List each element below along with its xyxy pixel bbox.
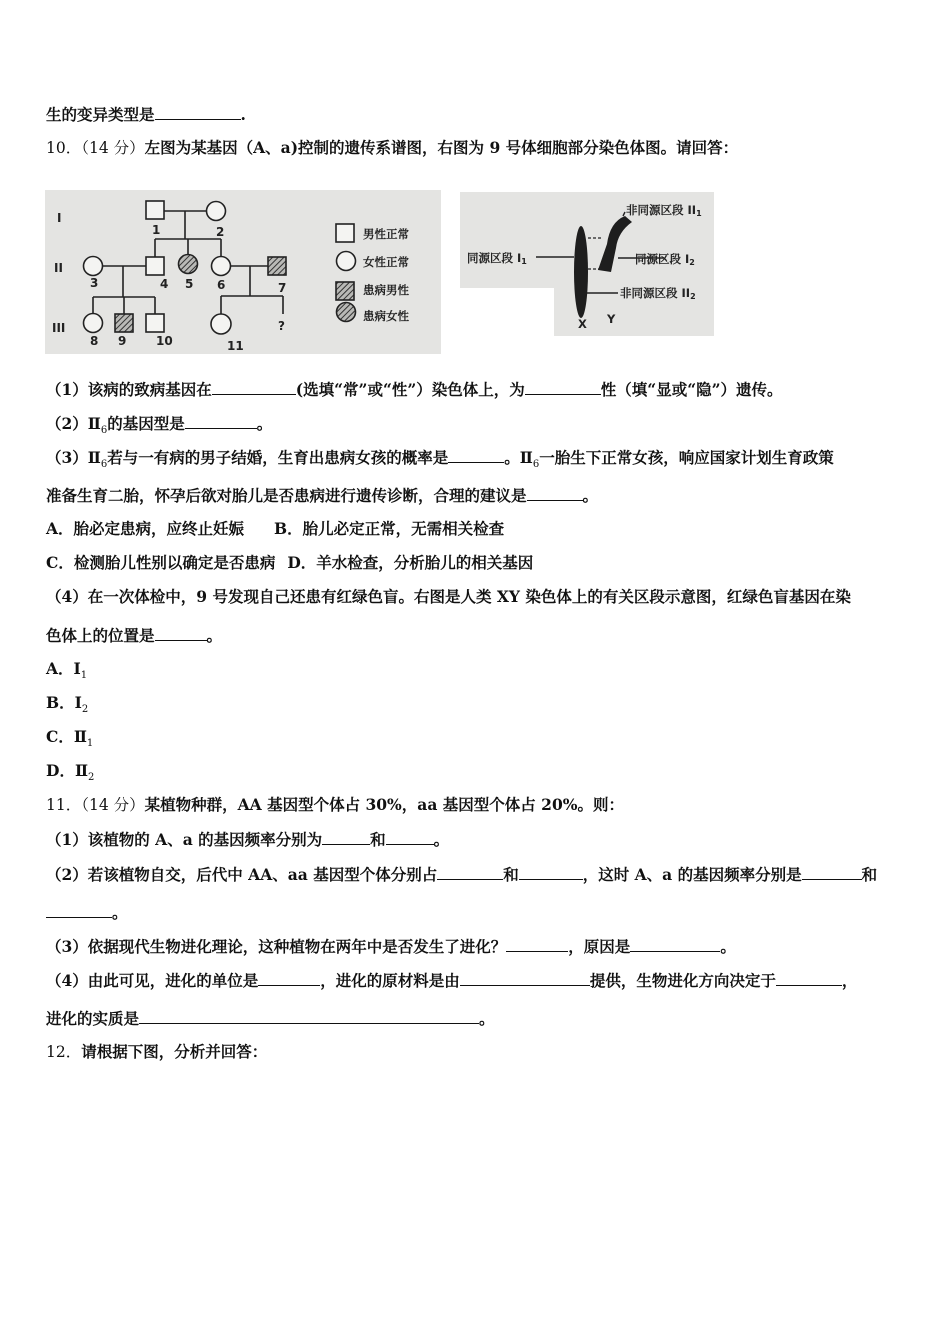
q10-part-4-line-1: （4）在一次体检中，9 号发现自己还患有红绿色盲。右图是人类 XY 染色体上的有关区段示意图，红绿色盲基因在染 bbox=[46, 587, 851, 606]
question-number: 10． bbox=[46, 139, 82, 157]
option-a[interactable]: A．胎必定患病，应终止妊娠 bbox=[46, 519, 245, 538]
person-10-normal-male bbox=[146, 314, 164, 332]
person-7-affected-male bbox=[268, 257, 286, 275]
option-b[interactable]: B．胎儿必定正常，无需相关检查 bbox=[274, 519, 505, 538]
answer-blank[interactable] bbox=[448, 447, 504, 463]
legend-affected-male-icon bbox=[336, 282, 354, 300]
q11-part-4-line-1: （4）由此可见，进化的单位是 ，进化的原材料是由 提供，生物进化方向决定于 ， bbox=[46, 971, 858, 990]
answer-blank[interactable] bbox=[155, 104, 241, 120]
legend-label: 男性正常 bbox=[363, 227, 409, 241]
pedigree-chart bbox=[45, 190, 441, 354]
legend-normal-female-icon bbox=[337, 252, 356, 271]
xy-chromosome-figure bbox=[460, 192, 714, 336]
legend-affected-female-icon bbox=[337, 303, 356, 322]
answer-blank[interactable] bbox=[506, 936, 568, 952]
generation-label: II bbox=[54, 261, 63, 275]
question-number: 11． bbox=[46, 796, 82, 814]
choice-c[interactable]: C．$Ⅱ_1$ bbox=[46, 727, 94, 750]
non-homologous-segment-label: 非同源区段 II2 bbox=[620, 286, 696, 301]
answer-blank[interactable] bbox=[802, 864, 862, 880]
person-8-normal-female bbox=[84, 314, 103, 333]
person-5-affected-female bbox=[179, 255, 198, 274]
answer-blank[interactable] bbox=[322, 829, 370, 845]
q10-options-cd bbox=[46, 553, 906, 573]
answer-blank[interactable] bbox=[776, 970, 842, 986]
choice-b[interactable]: B．$I_2$ bbox=[46, 693, 89, 716]
question-number: 12． bbox=[46, 1043, 82, 1061]
choice-d[interactable]: D．$Ⅱ_2$ bbox=[46, 761, 95, 784]
answer-blank[interactable] bbox=[460, 970, 590, 986]
person-number: 8 bbox=[90, 334, 99, 348]
q11-part-2-line-1: （2）若该植物自交，后代中 AA、aa 基因型个体分别占 和 ，这时 A、a 的基因频率分别是 和 bbox=[46, 865, 878, 884]
question-12-stem: 12．请根据下图，分析并回答： bbox=[46, 1042, 268, 1061]
question-11-stem: 11．（14 分）某植物种群，AA 基因型个体占 30%，aa 基因型个体占 20%。则： bbox=[46, 795, 624, 814]
answer-blank[interactable] bbox=[527, 485, 583, 501]
xy-chromosome-diagram bbox=[460, 192, 714, 336]
person-number: 2 bbox=[216, 225, 225, 239]
line-variation-type: 生的变异类型是 . bbox=[46, 105, 246, 124]
person-4-normal-male bbox=[146, 257, 164, 275]
person-11-normal-female bbox=[211, 314, 231, 334]
answer-blank[interactable] bbox=[155, 625, 207, 641]
question-score: （14 分） bbox=[81, 796, 145, 814]
person-9-affected-male bbox=[115, 314, 133, 332]
legend-label: 患病男性 bbox=[363, 283, 409, 297]
homologous-segment-label: 同源区段 I2 bbox=[635, 252, 695, 267]
legend-label: 女性正常 bbox=[363, 255, 409, 269]
person-number: 7 bbox=[278, 281, 287, 295]
legend-label: 患病女性 bbox=[363, 309, 409, 323]
q10-part-1: （1）该病的致病基因在 (选填“常”或“性”）染色体上，为 性（填“显或“隐”）遗传。 bbox=[46, 380, 783, 399]
q10-part-3-line-2: 准备生育二胎，怀孕后欲对胎儿是否患病进行遗传诊断，合理的建议是 。 bbox=[46, 486, 599, 505]
q11-part-2-line-2: 。 bbox=[46, 902, 906, 923]
person-number: 11 bbox=[227, 339, 244, 353]
q10-part-3-line-1: $(3)Ⅱ_6$若与一有病的男子结婚，生育出患病女孩的概率是 。$Ⅱ_6$一胎生下正常女孩，响应国家计划生育政策 bbox=[46, 448, 834, 471]
q11-part-4-line-2: 进化的实质是 。 bbox=[46, 1009, 495, 1028]
answer-blank[interactable] bbox=[437, 864, 503, 880]
person-2-normal-female bbox=[207, 202, 226, 221]
person-6-normal-female bbox=[212, 257, 231, 276]
answer-blank[interactable] bbox=[386, 829, 434, 845]
q10-options-ab bbox=[46, 519, 906, 539]
person-number: 1 bbox=[152, 223, 161, 237]
q10-part-4-line-2: 色体上的位置是 。 bbox=[46, 626, 223, 645]
person-number: 9 bbox=[118, 334, 127, 348]
question-10-stem: 10．（14 分）左图为某基因（A、a)控制的遗传系谱图，右图为 9 号体细胞部分染色体图。请回答： bbox=[46, 138, 739, 157]
choice-a[interactable]: A．$I_1$ bbox=[46, 659, 88, 682]
answer-blank[interactable] bbox=[630, 936, 720, 952]
person-number: 3 bbox=[90, 276, 99, 290]
x-label: X bbox=[578, 317, 587, 331]
answer-blank[interactable] bbox=[212, 379, 296, 395]
q11-part-1: （1）该植物的 A、a 的基因频率分别为 和 。 bbox=[46, 830, 450, 849]
answer-blank[interactable] bbox=[519, 864, 583, 880]
homologous-segment-label: 同源区段 I1 bbox=[467, 251, 527, 266]
question-score: （14 分） bbox=[81, 139, 145, 157]
unknown-child-mark: ? bbox=[278, 319, 285, 333]
answer-blank[interactable] bbox=[139, 1008, 479, 1024]
q11-part-3: （3）依据现代生物进化理论，这种植物在两年中是否发生了进化？ ，原因是 。 bbox=[46, 937, 736, 956]
person-1-normal-male bbox=[146, 201, 164, 219]
x-chromosome-shape bbox=[574, 226, 588, 318]
person-3-normal-female bbox=[84, 257, 103, 276]
person-number: 4 bbox=[160, 277, 169, 291]
q10-part-2: $(2)Ⅱ_6$的基因型是 。 bbox=[46, 414, 273, 437]
person-number: 6 bbox=[217, 278, 226, 292]
answer-blank[interactable] bbox=[525, 379, 601, 395]
y-label: Y bbox=[607, 312, 616, 326]
non-homologous-segment-label: 非同源区段 II1 bbox=[626, 203, 702, 218]
legend-normal-male-icon bbox=[336, 224, 354, 242]
answer-blank[interactable] bbox=[185, 413, 257, 429]
generation-label: I bbox=[57, 211, 62, 225]
pedigree-figure bbox=[45, 190, 441, 354]
person-number: 10 bbox=[156, 334, 173, 348]
answer-blank[interactable] bbox=[258, 970, 320, 986]
answer-blank[interactable] bbox=[46, 902, 112, 918]
generation-label: III bbox=[52, 321, 66, 335]
person-number: 5 bbox=[185, 277, 194, 291]
option-c[interactable]: C．检测胎儿性别以确定是否患病 bbox=[46, 553, 276, 572]
option-d[interactable]: D．羊水检查，分析胎儿的相关基因 bbox=[287, 553, 534, 572]
